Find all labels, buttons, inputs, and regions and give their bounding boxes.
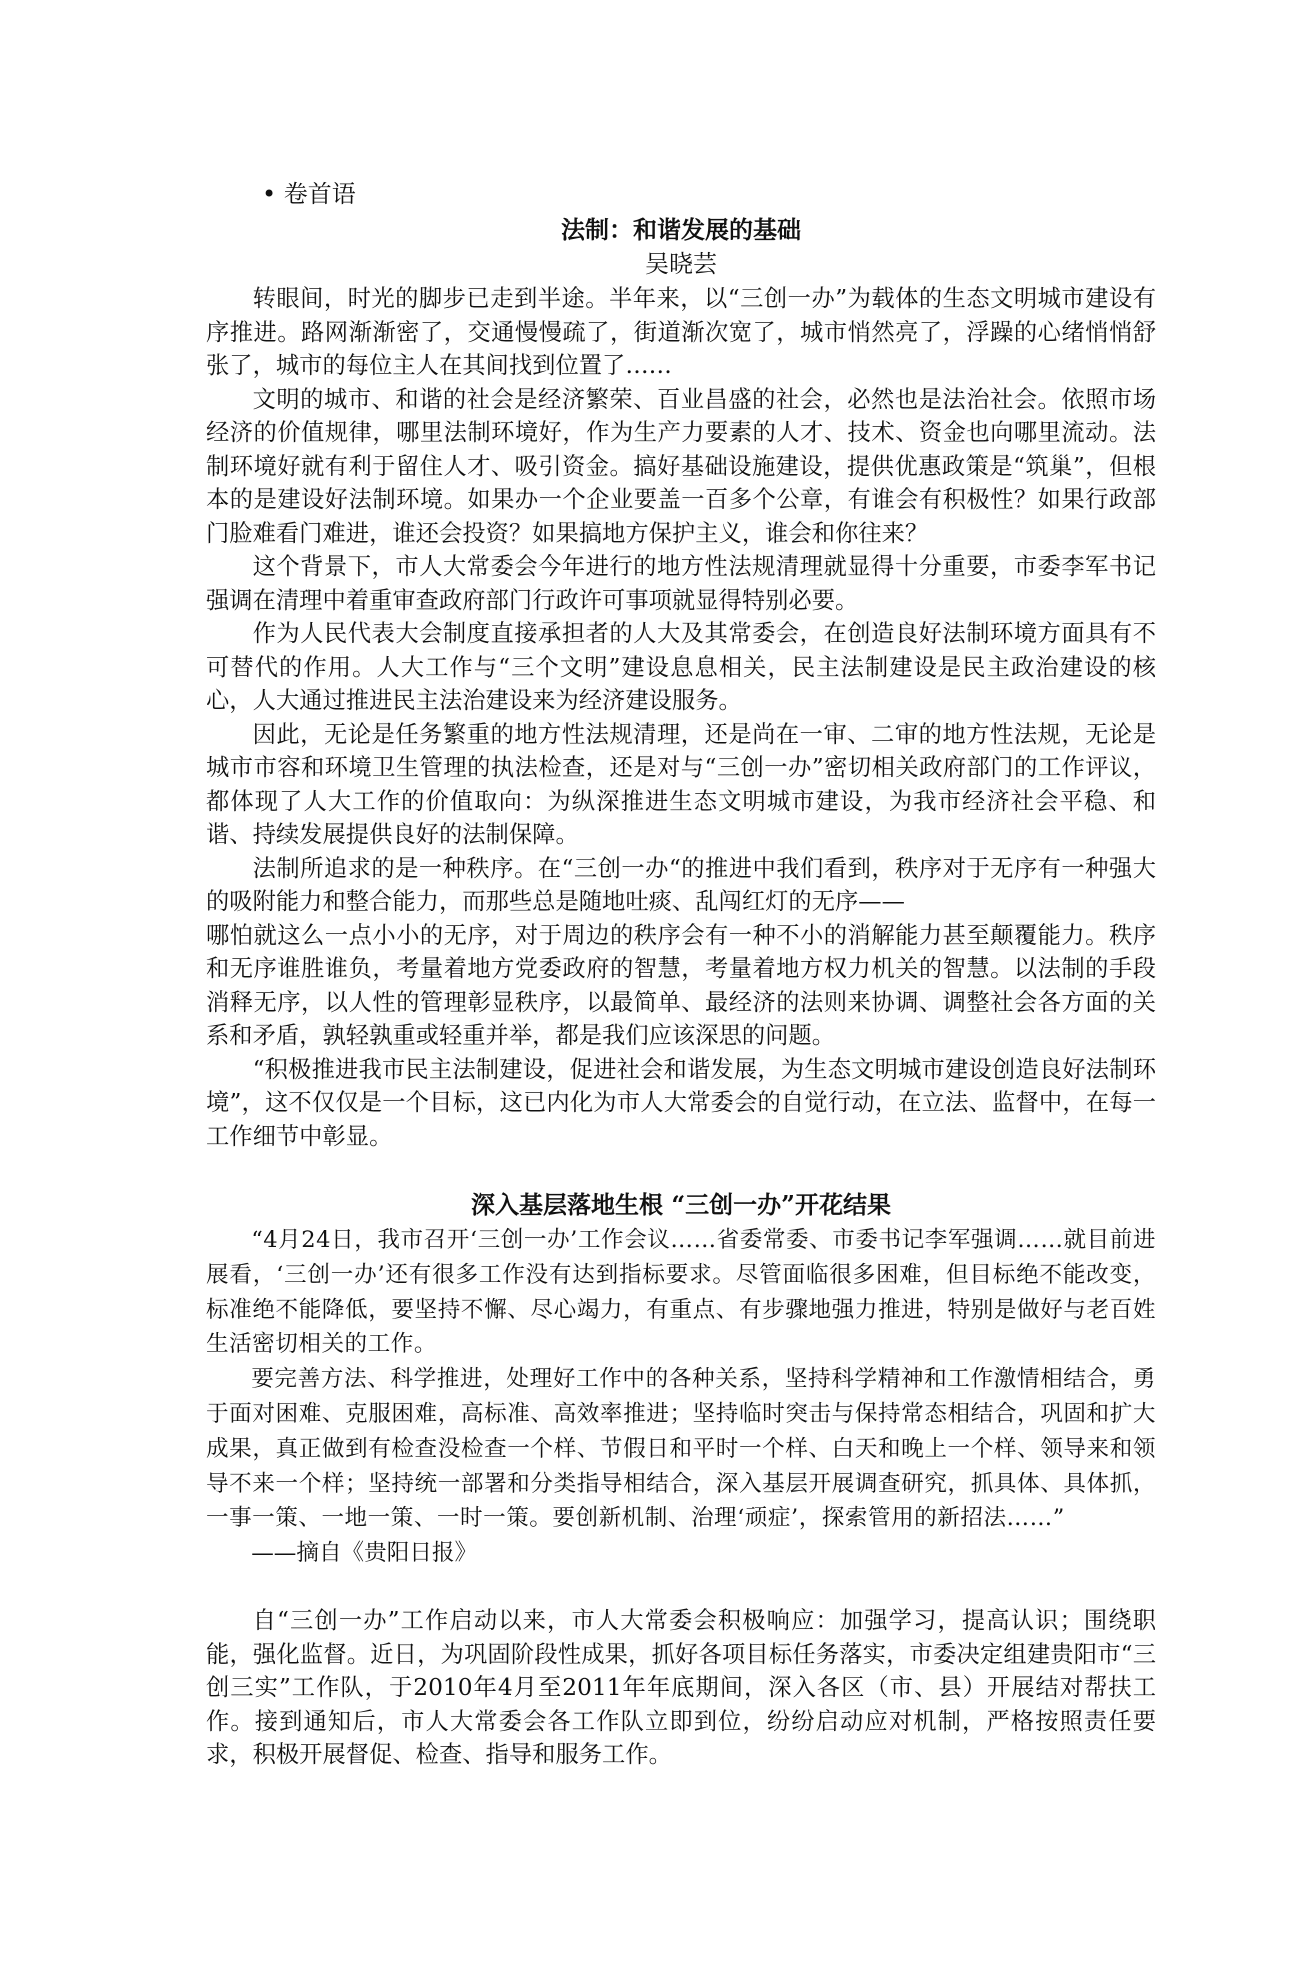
body-paragraph: 这个背景下，市人大常委会今年进行的地方性法规清理就显得十分重要，市委李军书记强调在清理中着重审查政府部门行政许可事项就显得特别必要。 (206, 553, 1156, 614)
body-paragraph: “积极推进我市民主法制建设，促进社会和谐发展，为生态文明城市建设创造良好法制环境”，这不仅仅是一个目标，这已内化为市人大常委会的自觉行动，在立法、监督中，在每一工作细节中彰显。 (206, 1055, 1156, 1150)
quote-source: ——摘自《贵阳日报》 (251, 1540, 478, 1567)
section-title: 深入基层落地生根 “三创一办”开花结果 (471, 1190, 891, 1219)
body-paragraph: 转眼间，时光的脚步已走到半途。半年来，以“三创一办”为载体的生态文明城市建设有序推进。路网渐渐密了，交通慢慢疏了，街道渐次宽了，城市悄然亮了，浮躁的心绪悄悄舒张了，城市的每位主人在其间找到位置了…… (206, 285, 1156, 379)
body-paragraph: 作为人民代表大会制度直接承担者的人大及其常委会，在创造良好法制环境方面具有不可替代的作用。人大工作与“三个文明”建设息息相关，民主法制建设是民主政治建设的核心，人大通过推进民主法治建设来为经济建设服务。 (206, 620, 1156, 714)
body-paragraph: 文明的城市、和谐的社会是经济繁荣、百业昌盛的社会，必然也是法治社会。依照市场经济的价值规律，哪里法制环境好，作为生产力要素的人才、技术、资金也向哪里流动。法制环境好就有利于留住人才、吸引资金。搞好基础设施建设，提供优惠政策是“筑巢”，但根本的是建设好法制环境。如果办一个企业要盖一百多个公章，有谁会有积极性？如果行政部门脸难看门难进，谁还会投资？如果搞地方保护主义，谁会和你往来？ (206, 385, 1156, 547)
body-paragraph-continued: 哪怕就这么一点小小的无序，对于周边的秩序会有一种不小的消解能力甚至颠覆能力。秩序和无序谁胜谁负，考量着地方党委政府的智慧，考量着地方权力机关的智慧。以法制的手段消释无序，以人性的管理彰显秩序，以最简单、最经济的法则来协调、调整社会各方面的关系和矛盾，孰轻孰重或轻重并举，都是我们应该深思的问题。 (206, 921, 1156, 1049)
section-spacer (206, 1153, 1156, 1187)
section-spacer (206, 1570, 1156, 1604)
document-page (206, 176, 1156, 1772)
body-paragraph: 法制所追求的是一种秩序。在“三创一办“的推进中我们看到，秩序对于无序有一种强大的吸附能力和整合能力，而那些总是随地吐痰、乱闯红灯的无序—— (206, 854, 1156, 915)
quote-paragraph: 要完善方法、科学推进，处理好工作中的各种关系，坚持科学精神和工作激情相结合，勇于面对困难、克服困难，高标准、高效率推进；坚持临时突击与保持常态相结合，巩固和扩大成果，真正做到有检查没检查一个样、节假日和平时一个样、白天和晚上一个样、领导来和领导不来一个样；坚持统一部署和分类指导相结合，深入基层开展调查研究，抓具体、具体抓，一事一策、一地一策、一时一策。要创新机制、治理‘顽症’，探索管用的新招法……” (206, 1366, 1156, 1532)
article-title: 法制：和谐发展的基础 (561, 215, 801, 244)
article-author: 吴晓芸 (645, 250, 717, 278)
quote-paragraph: “4月24日，我市召开‘三创一办’工作会议……省委常委、市委书记李军强调……就目前进展看，‘三创一办’还有很多工作没有达到指标要求。尽管面临很多困难，但目标绝不能改变，标准绝不能降低，要坚持不懈、尽心竭力，有重点、有步骤地强力推进，特别是做好与老百姓生活密切相关的工作。 (206, 1227, 1156, 1358)
body-paragraph: 自“三创一办”工作启动以来，市人大常委会积极响应：加强学习，提高认识；围绕职能，强化监督。近日，为巩固阶段性成果，抓好各项目标任务落实，市委决定组建贵阳市“三创三实”工作队，于2010年4月至2011年年底期间，深入各区（市、县）开展结对帮扶工作。接到通知后，市人大常委会各工作队立即到位，纷纷启动应对机制，严格按照责任要求，积极开展督促、检查、指导和服务工作。 (206, 1607, 1156, 1769)
body-paragraph: 因此，无论是任务繁重的地方性法规清理，还是尚在一审、二审的地方性法规，无论是城市市容和环境卫生管理的执法检查，还是对与“三创一办”密切相关政府部门的工作评议，都体现了人大工作的价值取向：为纵深推进生态文明城市建设，为我市经济社会平稳、和谐、持续发展提供良好的法制保障。 (206, 720, 1156, 848)
column-tag: • 卷首语 (262, 180, 356, 208)
